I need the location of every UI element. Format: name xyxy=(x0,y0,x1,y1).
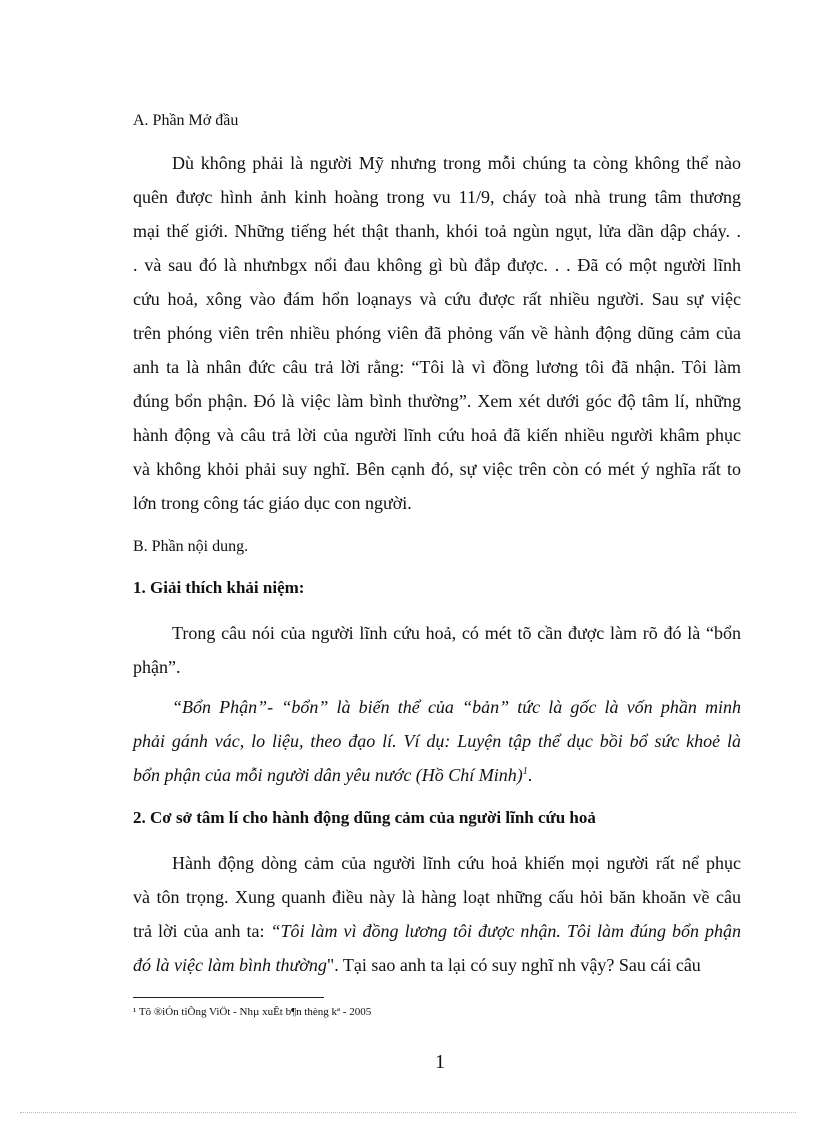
paragraph-line: cứu hoả, xông vào đám hổn loạnays và cứu được rất nhiều người. Sau sự việc xyxy=(133,289,741,309)
paragraph-line: . và sau đó là nhưnbgx nổi đau không gì bù đắp được. . . Đã có một người lĩnh xyxy=(133,255,741,275)
paragraph-line-mixed xyxy=(133,920,741,942)
paragraph-line: Dù không phải là người Mỹ nhưng trong mỗi chúng ta còng không thể nào xyxy=(172,153,741,173)
definition-line: “Bổn Phận”- “bổn” là biến thể của “bản” tức là gốc là vốn phần minh xyxy=(172,697,741,717)
paragraph-text: ". Tại sao anh ta lại có suy nghĩ nh vậy? Sau cái câu xyxy=(326,955,701,975)
paragraph-line: và tôn trọng. Xung quanh điều này là hàng loạt những cấu hỏi băn khoăn về câu xyxy=(133,887,741,907)
paragraph-line: đúng bổn phận. Đó là việc làm bình thường”. Xem xét dưới góc độ tâm lí, những xyxy=(133,391,741,411)
definition-text: bổn phận của mỗi người dân yêu nước (Hồ Chí Minh) xyxy=(133,765,523,785)
definition-line: phải gánh vác, lo liệu, theo đạo lí. Ví dụ: Luyện tập thể dục bồi bổ sức khoẻ là xyxy=(133,731,741,751)
section-a-heading: A. Phần Mở đầu xyxy=(133,112,239,129)
paragraph-line: lớn trong công tác giáo dục con người. xyxy=(133,493,412,513)
paragraph-line: hành động và câu trả lời của người lĩnh cứu hoả đã kiến nhiều người khâm phục xyxy=(133,425,741,445)
page-bottom-border xyxy=(20,1112,796,1113)
paragraph-line-mixed xyxy=(133,954,741,976)
paragraph-line: quên được hình ảnh kinh hoàng trong vu 11/9, cháy toà nhà trung tâm thương xyxy=(133,187,741,207)
paragraph-line: và không khỏi phải suy nghĩ. Bên cạnh đó, sự việc trên còn có mét ý nghĩa rất to xyxy=(133,459,741,479)
part-2-heading: 2. Cơ sở tâm lí cho hành động dũng cảm của người lĩnh cứu hoả xyxy=(133,808,596,827)
part-1-heading: 1. Giải thích khải niệm: xyxy=(133,578,305,597)
paragraph-line: anh ta là nhân đức câu trả lời rằng: “Tôi là vì đồng lương tôi đã nhận. Tôi làm xyxy=(133,357,741,377)
paragraph-text: trả lời của anh ta: xyxy=(133,921,271,941)
definition-line-last: bổn phận của mỗi người dân yêu nước (Hồ Chí Minh)$^1$. xyxy=(133,765,533,785)
footnote-separator xyxy=(133,997,324,998)
quote-text: đó là việc làm bình thường xyxy=(133,955,327,975)
paragraph-line: mại thế giới. Những tiếng hét thật thanh, khói toả ngùn ngụt, lửa dần dập cháy. . xyxy=(133,221,741,241)
quote-text: “Tôi làm vì đồng lương tôi được nhận. Tôi làm đúng bổn phận xyxy=(270,921,741,941)
paragraph-line: phận”. xyxy=(133,657,181,677)
paragraph-line: Hành động dòng cảm của người lĩnh cứu hoả khiến mọi người rất nể phục xyxy=(172,853,741,873)
page-number: 1 xyxy=(435,1051,445,1073)
paragraph-line: Trong câu nói của người lĩnh cứu hoả, có mét tõ cần được làm rõ đó là “bổn xyxy=(172,623,741,643)
paragraph-line: trên phóng viên trên nhiều phóng viên đã phỏng vấn về hành động dũng cảm của xyxy=(133,323,741,343)
footnote-text: ¹ Tõ ®iÓn tiÕng ViÖt - Nhµ xuÊt b¶n thèng kª - 2005 xyxy=(133,1006,372,1018)
section-b-heading: B. Phần nội dung. xyxy=(133,538,249,555)
footnote-reference: 1 xyxy=(522,766,528,777)
